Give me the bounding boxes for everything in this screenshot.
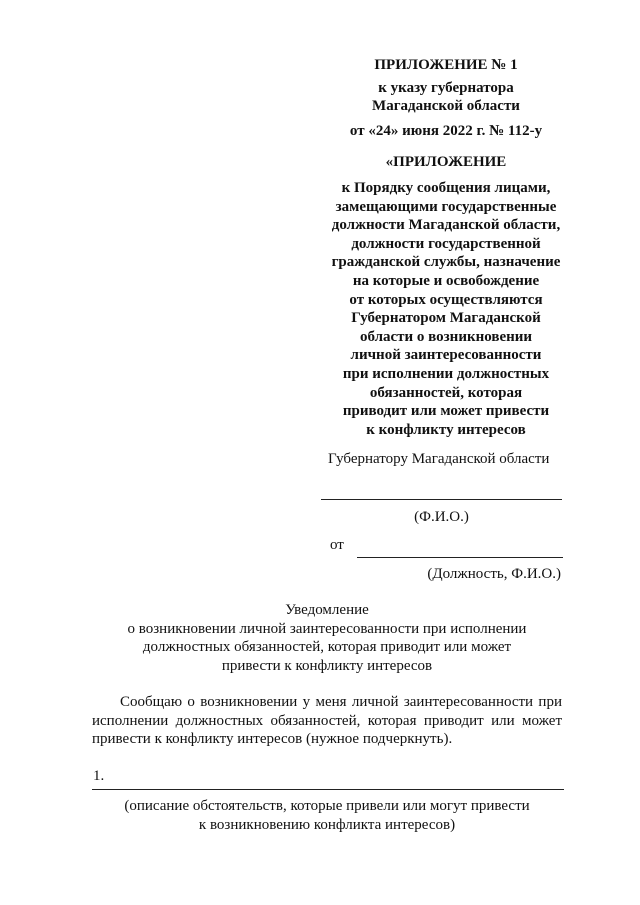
body-paragraph: Сообщаю о возникновении у меня личной заинтересованности при исполнении должностных обязанностей, которая приводит или может привести к конфликту интересов (нужное подчеркнуть).: [92, 694, 562, 748]
description-fill-line[interactable]: [92, 789, 564, 790]
description-caption-line: (описание обстоятельств, которые привели или могут привести: [124, 798, 530, 814]
inner-appendix-title: «ПРИЛОЖЕНИЕ: [385, 154, 507, 171]
decree-reference-line-1: к указу губернатора: [378, 79, 514, 96]
order-title-line: гражданской службы, назначение: [331, 254, 561, 271]
appendix-title: ПРИЛОЖЕНИЕ № 1: [374, 57, 518, 73]
description-caption: [112, 797, 542, 834]
description-caption-line: к возникновению конфликта интересов): [198, 816, 456, 833]
fio-caption: (Ф.И.О.): [414, 509, 469, 525]
order-title-line: области о возникновении: [359, 328, 533, 345]
fio-fill-line[interactable]: [321, 499, 562, 500]
notice-title-line: Уведомление: [285, 602, 369, 618]
appendix-header: [318, 56, 574, 439]
order-title: [318, 179, 574, 439]
notice-title-line: привести к конфликту интересов: [221, 657, 433, 674]
notice-title: [112, 601, 542, 675]
addressee-line: Губернатору Магаданской области: [328, 451, 550, 467]
notice-title-line: о возникновении личной заинтересованности при исполнении: [127, 620, 527, 637]
position-caption: (Должность, Ф.И.О.): [427, 566, 561, 582]
order-title-line: на которые и освобождение: [352, 272, 540, 289]
order-title-line: при исполнении должностных: [342, 365, 550, 382]
order-title-line: личной заинтересованности: [350, 347, 542, 364]
order-title-line: должности Магаданской области,: [331, 217, 561, 234]
decree-date: от «24» июня 2022 г. № 112-у: [349, 122, 543, 139]
order-title-line: к конфликту интересов: [366, 421, 526, 438]
sender-fill-line[interactable]: [357, 557, 563, 558]
order-title-line: от которых осуществляются: [349, 291, 543, 308]
order-title-line: обязанностей, которая: [369, 384, 523, 401]
order-title-line: Губернатором Магаданской: [351, 310, 541, 327]
order-title-line: должности государственной: [351, 235, 541, 252]
order-title-line: замещающими государственные: [335, 198, 557, 215]
order-title-line: приводит или может привести: [342, 403, 550, 420]
from-label: от: [330, 537, 344, 553]
notice-title-line: должностных обязанностей, которая приводит или может: [142, 639, 512, 655]
item-number: 1.: [93, 768, 105, 784]
decree-reference-line-2: Магаданской области: [372, 98, 520, 115]
order-title-line: к Порядку сообщения лицами,: [341, 179, 551, 196]
